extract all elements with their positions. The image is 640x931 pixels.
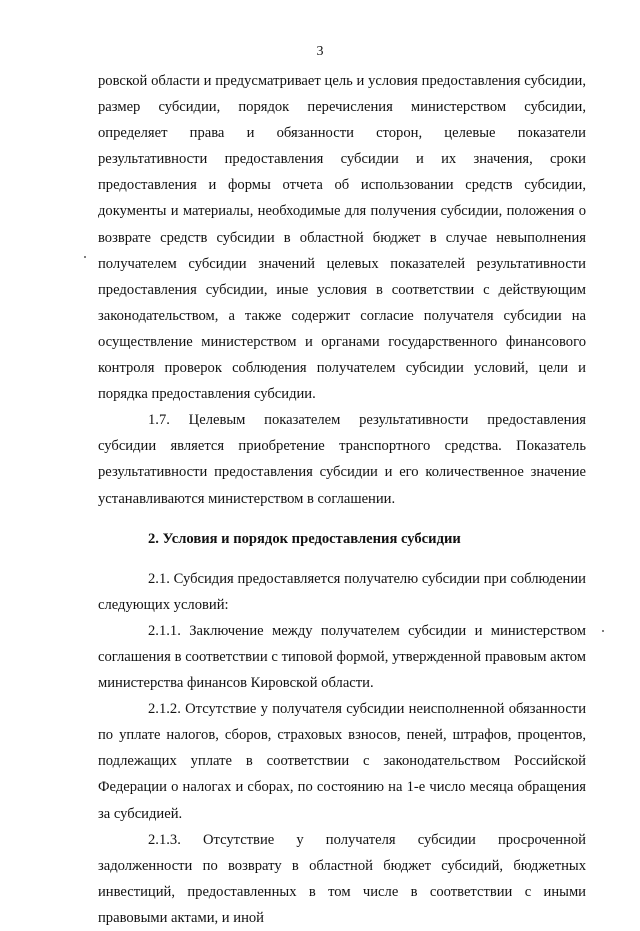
scan-speck [84, 256, 86, 258]
paragraph-2-1-2: 2.1.2. Отсутствие у получателя субсидии неисполненной обязанности по уплате налогов, сборов, страховых взносов, пеней, штрафов, процентов, подлежащих уплате в соответствии с законодательством Российской Федерации о налогах и сборах, по состоянию на 1-е число месяца обращения за субсидией. [98, 701, 586, 822]
paragraph-2-1-3: 2.1.3. Отсутствие у получателя субсидии просроченной задолженности по возврату в областной бюджет субсидий, бюджетных инвестиций, предоставленных в том числе в соответствии с иными правовыми актами, и иной [98, 831, 586, 926]
paragraph-1-7: 1.7. Целевым показателем результативности предоставления субсидии является приобретение транспортного средства. Показатель результативности предоставления субсидии и его количественное значение устанавливаются министерством в соглашении. [98, 412, 586, 507]
paragraph-2-1-1: 2.1.1. Заключение между получателем субсидии и министерством соглашения в соответствии с типовой формой, утвержденной правовым актом министерства финансов Кировской области. [98, 622, 586, 692]
paragraph-continuation: ровской области и предусматривает цель и условия предоставления субсидии, размер субсидии, порядок перечисления министерством субсидии, определяет права и обязанности сторон, целевые показатели результативности предоставления субсидии и их значения, сроки предоставления и формы отчета об использовании средств субсидии, документы и материалы, необходимые для получения субсидии, положения о возврате средств субсидии в областной бюджет в случае невыполнения получателем субсидии значений целевых показателей результативности предоставления субсидии, иные условия в соответствии с действующим законодательством, а также содержит согласие получателя субсидии на осуществление министерством и органами государственного финансового контроля проверок соблюдения получателем субсидии условий, цели и порядка предоставления субсидии. [98, 73, 586, 403]
scan-speck [602, 630, 604, 632]
paragraph-2-1: 2.1. Субсидия предоставляется получателю субсидии при соблюдении следующих условий: [98, 570, 586, 613]
document-body [98, 68, 586, 931]
page-number: 3 [316, 44, 324, 59]
section-heading-2: 2. Условия и порядок предоставления субсидии [148, 530, 461, 547]
